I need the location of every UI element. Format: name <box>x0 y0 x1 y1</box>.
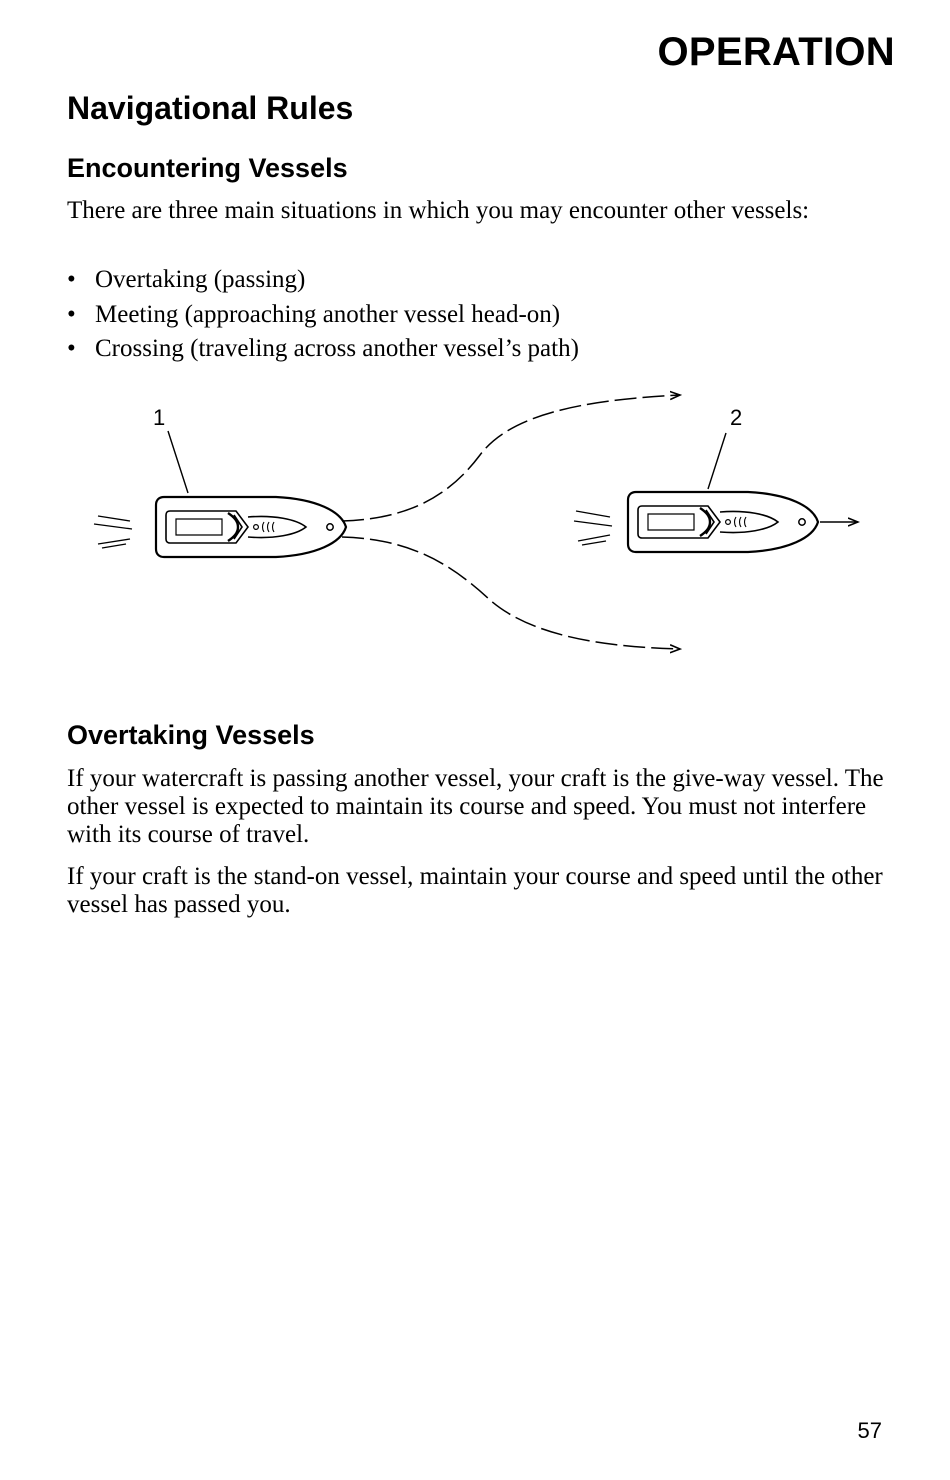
list-item-text: Meeting (approaching another vessel head-on) <box>95 300 561 328</box>
list-item-text: Overtaking (passing) <box>95 266 306 293</box>
list-item <box>67 263 579 298</box>
bullet-icon: • <box>67 335 76 362</box>
encounter-situations-list <box>67 263 579 367</box>
overtaking-illustration <box>80 385 880 675</box>
overtaking-paragraph-1: If your watercraft is passing another vessel, your craft is the give-way vessel. The other vessel is expected to maintain its course and speed. You must not interfere with its course of travel. <box>67 765 884 848</box>
overtaking-paragraph-2: If your craft is the stand-on vessel, maintain your course and speed until the other vessel has passed you. <box>67 863 883 918</box>
callout-label-2: 2 <box>730 405 743 430</box>
page-title: Navigational Rules <box>67 90 354 126</box>
wake-lines-1 <box>94 516 132 548</box>
callout-leader-1 <box>168 431 188 493</box>
encountering-vessels-heading: Encountering Vessels <box>67 153 348 183</box>
callout-label-1: 1 <box>153 405 166 430</box>
encountering-intro-paragraph: There are three main situations in which you may encounter other vessels: <box>67 197 810 224</box>
page-number: 57 <box>857 1418 882 1443</box>
overtaking-vessels-heading: Overtaking Vessels <box>67 720 315 750</box>
section-header: OPERATION <box>657 30 895 74</box>
callout-leader-2 <box>708 433 726 489</box>
bullet-icon: • <box>67 300 76 328</box>
overtaking-diagram-svg <box>80 385 880 675</box>
passing-path-lower <box>342 537 680 649</box>
watercraft-1-icon <box>156 497 346 557</box>
list-item <box>67 298 579 333</box>
list-item-text: Crossing (traveling across another vessel’s path) <box>95 335 579 362</box>
list-item <box>67 332 579 367</box>
wake-lines-2 <box>574 511 612 545</box>
watercraft-2-icon <box>628 492 818 552</box>
bullet-icon: • <box>67 266 76 293</box>
